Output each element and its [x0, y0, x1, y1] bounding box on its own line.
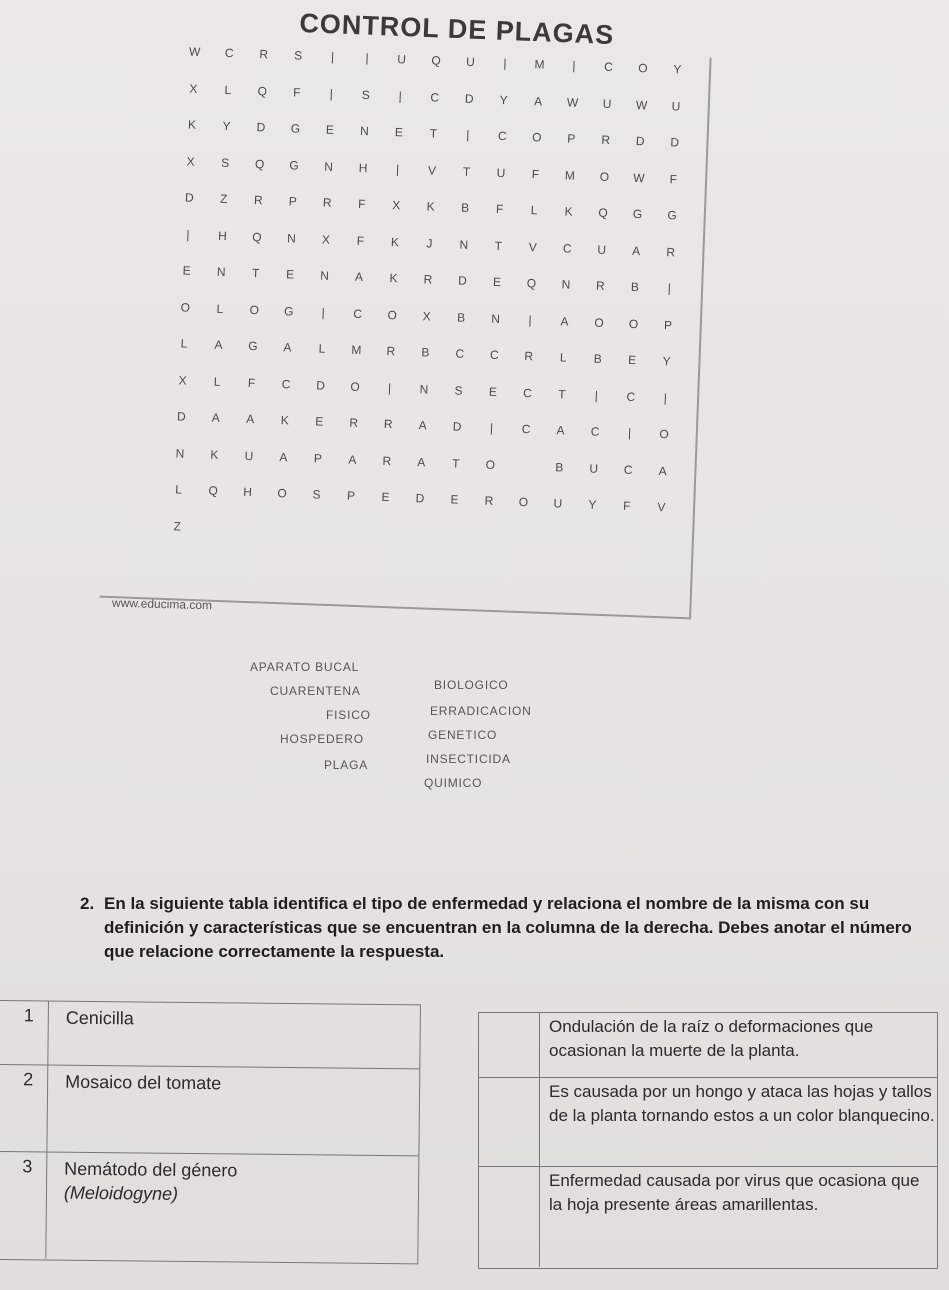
grid-letter: R	[595, 278, 606, 293]
word-list-item: HOSPEDERO	[280, 732, 364, 746]
grid-letter: Q	[598, 205, 609, 220]
grid-letter: R	[484, 493, 494, 508]
grid-letter: E	[450, 492, 459, 507]
grid-letter: A	[418, 418, 427, 433]
grid-letter: O	[628, 316, 639, 331]
grid-letter: U	[597, 242, 607, 257]
grid-letter: A	[556, 423, 565, 438]
grid-letter: A	[533, 93, 543, 109]
grid-letter: P	[288, 194, 298, 209]
grid-letter: W	[635, 97, 648, 112]
grid-letter: K	[280, 413, 290, 428]
grid-letter: R	[253, 193, 263, 208]
grid-letter: A	[348, 452, 357, 467]
instruction-number: 2.	[80, 894, 95, 913]
disease-number: 1	[23, 1005, 34, 1026]
word-list-item: QUIMICO	[424, 776, 483, 790]
grid-letter: G	[289, 157, 300, 173]
grid-letter: E	[285, 267, 295, 282]
disease-row	[0, 1152, 418, 1262]
grid-letter: C	[281, 376, 291, 391]
grid-letter: X	[391, 198, 401, 213]
grid-letter: D	[184, 190, 194, 205]
grid-letter: T	[494, 238, 503, 253]
grid-letter: R	[383, 416, 393, 432]
grid-letter: N	[419, 381, 429, 397]
grid-letter: X	[178, 372, 187, 388]
grid-letter: C	[489, 347, 499, 363]
disease-name: Cenicilla	[65, 1007, 134, 1029]
grid-letter: S	[454, 382, 463, 398]
grid-letter: E	[381, 489, 390, 505]
grid-letter: F	[495, 201, 504, 217]
grid-letter: X	[186, 154, 195, 169]
grid-letter: L	[530, 203, 538, 218]
grid-letter: D	[635, 133, 645, 149]
grid-letter: Q	[431, 53, 441, 68]
grid-letter: V	[528, 239, 538, 254]
grid-letter: N	[324, 159, 334, 174]
grid-letter: O	[387, 307, 398, 322]
grid-letter: D	[415, 491, 425, 506]
grid-letter: F	[356, 233, 365, 248]
disease-number: 2	[23, 1069, 34, 1090]
grid-letter: S	[312, 487, 321, 502]
grid-letter: |	[594, 388, 599, 403]
grid-letter: K	[389, 271, 398, 286]
grid-letter: F	[247, 375, 256, 390]
grid-letter: N	[175, 445, 185, 461]
grid-letter: B	[460, 200, 470, 215]
definition-table	[478, 1012, 938, 1269]
grid-letter: C	[626, 389, 636, 404]
grid-letter: |	[395, 161, 400, 176]
grid-letter: M	[534, 57, 545, 72]
definition-row	[479, 1078, 937, 1167]
grid-letter: L	[180, 336, 188, 351]
grid-letter: B	[456, 310, 466, 325]
disease-genus: (Meloidogyne)	[63, 1182, 179, 1204]
grid-letter: D	[464, 91, 474, 106]
grid-letter: F	[292, 84, 301, 100]
grid-letter: B	[421, 345, 430, 360]
grid-letter: D	[670, 135, 680, 150]
grid-letter: F	[622, 498, 631, 514]
grid-letter: Y	[673, 62, 682, 77]
grid-letter: A	[283, 340, 292, 355]
grid-letter: |	[528, 312, 532, 327]
grid-letter: X	[321, 232, 331, 247]
grid-letter: A	[279, 449, 288, 464]
grid-letter: A	[631, 243, 641, 258]
grid-letter	[506, 458, 542, 496]
grid-letter: W	[632, 170, 645, 185]
disease-number: 3	[22, 1156, 33, 1177]
disease-row	[0, 1001, 420, 1069]
grid-letter: |	[387, 380, 392, 395]
grid-letter: P	[346, 488, 356, 503]
grid-letter: E	[488, 384, 498, 399]
grid-letter: Y	[222, 118, 231, 134]
grid-letter: L	[224, 82, 232, 97]
grid-letter: D	[176, 409, 186, 424]
grid-letter: A	[246, 411, 255, 427]
grid-letter: R	[423, 272, 433, 287]
grid-letter: A	[417, 454, 426, 469]
grid-letter: E	[325, 122, 335, 137]
grid-letter: Y	[588, 497, 597, 512]
grid-letter: H	[243, 484, 253, 500]
grid-letter: J	[426, 235, 433, 251]
grid-letter: G	[632, 206, 643, 222]
disease-row	[0, 1065, 419, 1156]
word-list-item: ERRADICACION	[430, 704, 532, 718]
grid-letter: O	[637, 61, 648, 76]
grid-letter: H	[358, 160, 368, 175]
grid-letter: P	[663, 317, 673, 332]
definition-row	[479, 1167, 937, 1267]
grid-letter: C	[455, 346, 465, 361]
grid-letter: N	[491, 311, 501, 326]
grid-letter: E	[394, 125, 404, 140]
grid-letter: C	[224, 45, 234, 61]
grid-letter: T	[462, 164, 471, 179]
grid-letter: G	[667, 208, 677, 223]
grid-letter: |	[186, 227, 190, 242]
disease-name: Nemátodo del género	[64, 1158, 238, 1181]
grid-letter: U	[396, 52, 407, 67]
grid-letter: W	[188, 44, 201, 59]
grid-letter: M	[351, 342, 362, 358]
grid-letter: O	[531, 130, 542, 145]
grid-letter: L	[559, 350, 567, 365]
grid-letter: B	[554, 459, 564, 475]
grid-letter: C	[590, 424, 600, 439]
grid-letter: C	[603, 59, 614, 75]
grid-letter: O	[594, 315, 605, 330]
grid-letter: U	[671, 98, 681, 114]
grid-letter: T	[451, 455, 460, 471]
grid-letter: G	[290, 121, 301, 136]
grid-letter: L	[213, 374, 221, 389]
grid-letter: A	[658, 463, 667, 478]
grid-letter: L	[175, 482, 183, 497]
grid-letter: N	[320, 268, 330, 283]
grid-letter: V	[657, 500, 666, 515]
grid-letter: L	[216, 301, 224, 316]
word-list-item: GENETICO	[428, 728, 498, 742]
grid-letter: R	[349, 415, 359, 430]
grid-letter: A	[211, 410, 221, 425]
disease-table	[0, 1000, 421, 1264]
grid-letter: Q	[252, 229, 262, 244]
grid-letter: |	[489, 420, 494, 435]
grid-letter: O	[180, 299, 191, 315]
grid-letter: H	[217, 228, 228, 243]
grid-letter: K	[187, 117, 197, 132]
grid-letter: S	[220, 155, 230, 170]
grid-letter: D	[452, 419, 462, 434]
grid-letter: N	[561, 277, 571, 292]
grid-letter: U	[496, 165, 506, 180]
grid-letter: Z	[173, 518, 182, 534]
grid-letter: U	[602, 96, 612, 111]
grid-letter: N	[286, 230, 297, 246]
grid-letter: E	[492, 274, 502, 290]
grid-letter: E	[182, 263, 191, 278]
grid-letter: F	[357, 196, 366, 212]
grid-letter: X	[189, 81, 198, 96]
grid-letter: U	[589, 460, 599, 476]
grid-letter: |	[667, 281, 672, 296]
grid-letter: Q	[257, 83, 268, 98]
grid-letter: |	[330, 49, 335, 64]
grid-letter: P	[313, 450, 323, 466]
word-list-item: CUARENTENA	[270, 684, 361, 698]
grid-letter: |	[572, 58, 576, 73]
grid-letter: W	[566, 94, 579, 110]
grid-letter: O	[599, 169, 610, 184]
grid-letter: N	[359, 123, 370, 139]
word-list-item: FISICO	[326, 708, 371, 722]
instruction-text: En la siguiente tabla identifica el tipo de enfermedad y relaciona el nombre de la misma con su definición y características que se encuentran en la columna de la derecha. Debes anotar el número que relacione correctamente la respuesta.	[104, 894, 912, 961]
grid-letter: B	[630, 279, 640, 295]
grid-letter: C	[562, 240, 572, 256]
grid-letter: C	[430, 89, 440, 105]
grid-letter: K	[390, 234, 400, 249]
grid-letter: O	[659, 427, 669, 442]
grid-letter: K	[426, 199, 435, 214]
grid-letter: T	[251, 266, 260, 281]
definition-text: Enfermedad causada por virus que ocasiona que la hoja presente áreas amarillentas.	[549, 1171, 920, 1214]
grid-letter: L	[318, 341, 326, 356]
grid-letter: R	[322, 195, 332, 210]
grid-letter: |	[503, 56, 507, 71]
grid-letter: R	[386, 343, 396, 359]
grid-letter: Q	[526, 276, 537, 291]
grid-letter: O	[485, 457, 496, 472]
grid-letter: O	[350, 379, 360, 394]
grid-letter: Y	[662, 354, 671, 369]
grid-letter: M	[564, 167, 576, 183]
grid-letter: O	[518, 494, 529, 510]
word-search-frame	[99, 36, 711, 619]
grid-letter: U	[553, 496, 563, 511]
grid-letter: R	[259, 47, 269, 62]
grid-letter: O	[249, 302, 260, 317]
grid-letter: S	[361, 87, 371, 102]
grid-letter: U	[244, 448, 254, 463]
grid-letter: A	[354, 269, 364, 285]
definition-text: Ondulación de la raíz o deformaciones que ocasionan la muerte de la planta.	[549, 1017, 874, 1060]
grid-letter: |	[466, 127, 470, 142]
grid-letter: E	[314, 414, 324, 429]
grid-letter: C	[623, 462, 633, 477]
grid-letter: Q	[208, 483, 219, 498]
definition-text: Es causada por un hongo y ataca las hojas y tallos de la planta tornando estos a un color blanquecino.	[549, 1082, 935, 1125]
grid-letter: |	[398, 88, 403, 103]
page-title: CONTROL DE PLAGAS	[298, 8, 615, 51]
grid-letter: G	[283, 303, 294, 319]
grid-letter: D	[315, 377, 326, 393]
grid-letter: V	[427, 162, 437, 178]
grid-letter: K	[564, 204, 573, 219]
word-list-item: PLAGA	[324, 758, 369, 772]
grid-letter: C	[353, 306, 363, 321]
grid-letter: X	[422, 308, 431, 324]
grid-letter: U	[465, 54, 476, 70]
grid-letter: R	[382, 453, 392, 468]
grid-letter: R	[601, 132, 611, 148]
grid-letter: |	[627, 425, 632, 440]
disease-name: Mosaico del tomate	[65, 1071, 222, 1094]
grid-letter: S	[293, 48, 303, 63]
word-search-grid	[159, 44, 695, 574]
grid-letter: E	[627, 352, 637, 368]
grid-letter: P	[567, 131, 576, 146]
grid-letter: |	[663, 390, 668, 405]
grid-letter: Y	[499, 92, 508, 107]
grid-letter: T	[429, 126, 438, 141]
grid-letter: |	[365, 51, 369, 66]
grid-letter: C	[521, 421, 531, 437]
grid-letter: Z	[219, 191, 228, 207]
grid-letter: |	[329, 86, 334, 101]
word-list-item: BIOLOGICO	[434, 678, 509, 692]
grid-letter: |	[321, 305, 326, 320]
grid-letter: F	[669, 171, 678, 187]
grid-letter: G	[248, 338, 258, 354]
grid-letter: C	[522, 385, 533, 400]
grid-letter: K	[210, 447, 219, 462]
grid-letter: R	[666, 244, 676, 259]
grid-letter: Q	[254, 156, 265, 171]
grid-letter: T	[558, 386, 566, 402]
grid-letter: D	[256, 120, 266, 135]
grid-letter: F	[531, 166, 540, 181]
grid-letter: R	[524, 349, 534, 364]
grid-letter: D	[457, 273, 468, 288]
grid-letter: A	[560, 313, 569, 329]
word-list-item: APARATO BUCAL	[250, 660, 360, 674]
grid-letter: N	[216, 264, 226, 280]
grid-letter: O	[277, 486, 288, 501]
definition-row	[479, 1013, 937, 1078]
grid-letter: B	[593, 351, 602, 366]
grid-letter: A	[214, 337, 223, 352]
word-list	[250, 660, 570, 800]
source-url: www.educima.com	[111, 595, 213, 613]
grid-letter: N	[459, 237, 469, 252]
grid-letter: C	[497, 128, 507, 144]
word-list-item: INSECTICIDA	[426, 752, 511, 766]
